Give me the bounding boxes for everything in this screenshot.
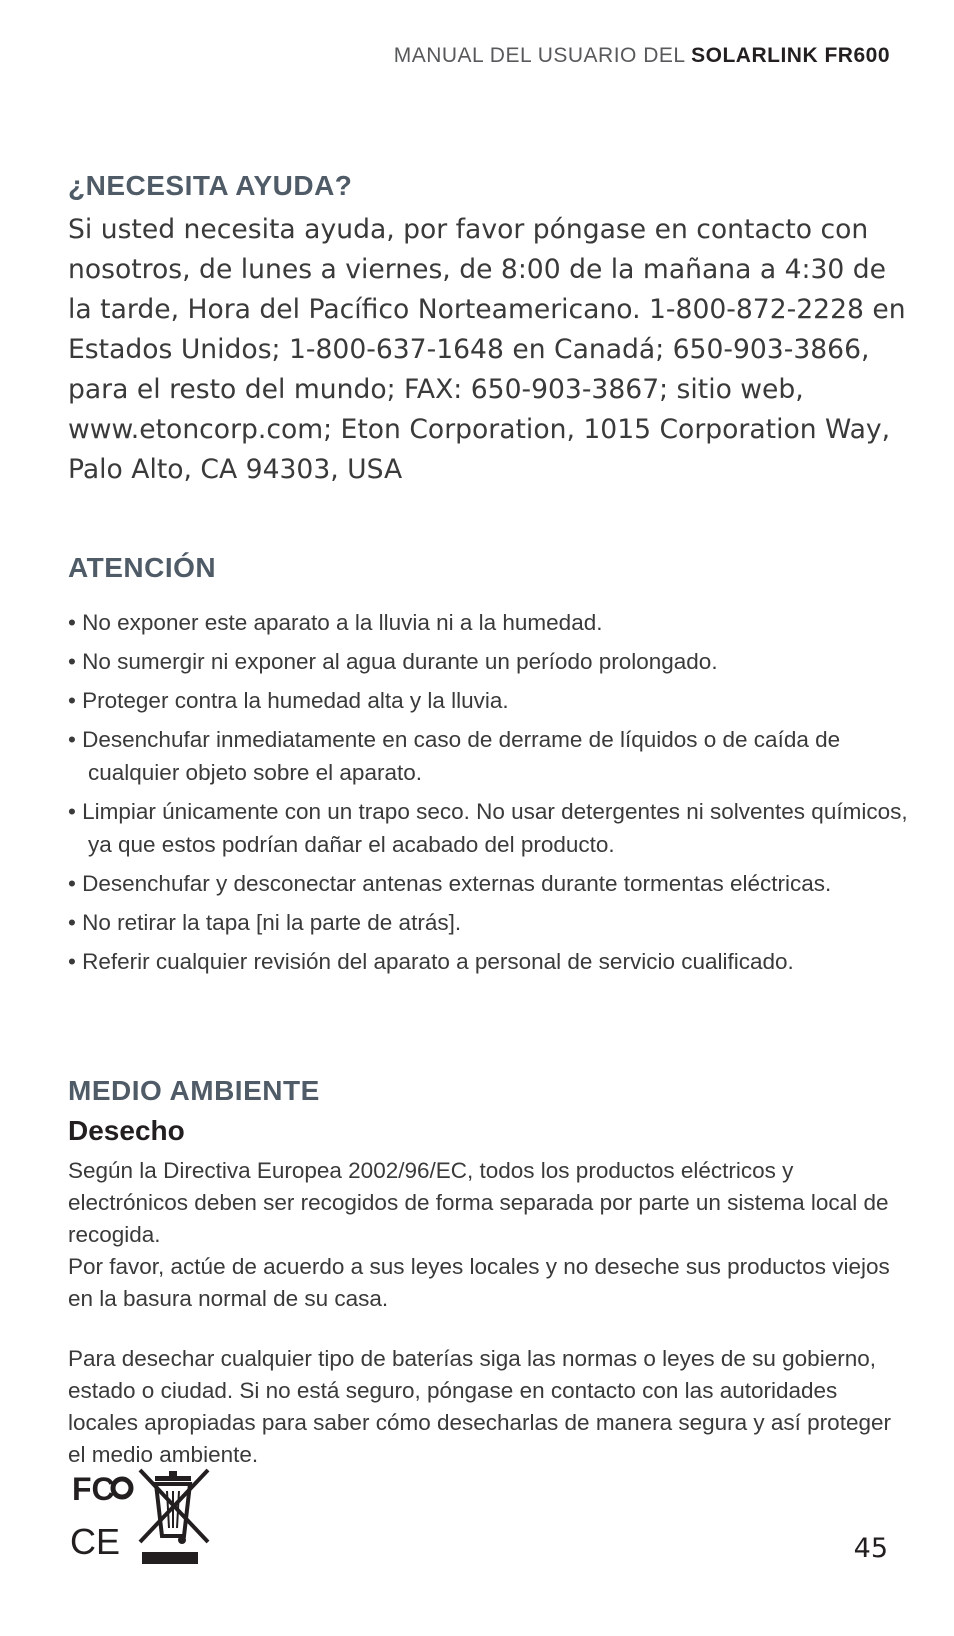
disposal-directive-paragraph: Según la Directiva Europea 2002/96/EC, todos los productos eléctricos y electrónicos deben ser recogidos de forma separada por parte un sistema local de recogida.: [68, 1158, 889, 1247]
disposal-local-laws-paragraph: Por favor, actúe de acuerdo a sus leyes locales y no deseche sus productos viejos en la basura normal de su casa.: [68, 1254, 890, 1311]
environment-heading: MEDIO AMBIENTE: [68, 1075, 320, 1106]
page-number: 45: [853, 1533, 888, 1564]
header-manual-title: MANUAL DEL USUARIO DEL: [393, 44, 685, 67]
attention-item: • No exponer este aparato a la lluvia ni a la humedad.: [68, 606, 908, 639]
attention-item: • No retirar la tapa [ni la parte de atrás].: [68, 906, 908, 939]
attention-item: • Limpiar únicamente con un trapo seco. No usar detergentes ni solventes químicos, ya que estos podrían dañar el acabado del producto.: [68, 795, 908, 861]
certification-logos: [70, 1466, 220, 1566]
attention-list: [68, 606, 908, 984]
help-heading: ¿NECESITA AYUDA?: [68, 170, 353, 201]
help-contact-paragraph: Si usted necesita ayuda, por favor póngase en contacto con nosotros, de lunes a viernes, de 8:00 de la mañana a 4:30 de la tarde, Hora del Pacífico Norteamericano. 1-800-872-2228 en Estados Unidos; 1-800-637-1648 en Canadá; 650-903-3866, para el resto del mundo; FAX: 650-903-3867; sitio web, www.etoncorp.com; Eton Corporation, 1015 Corporation Way, Palo Alto, CA 94303, USA: [68, 214, 906, 485]
header-product-name: SOLARLINK FR600: [691, 44, 890, 67]
attention-item: • Desenchufar inmediatamente en caso de derrame de líquidos o de caída de cualquier objeto sobre el aparato.: [68, 723, 908, 789]
attention-item: • Desenchufar y desconectar antenas externas durante tormentas eléctricas.: [68, 867, 908, 900]
attention-heading: ATENCIÓN: [68, 552, 217, 583]
svg-text:CE: CE: [70, 1521, 121, 1562]
attention-item: • Proteger contra la humedad alta y la lluvia.: [68, 684, 908, 717]
battery-disposal-paragraph: Para desechar cualquier tipo de baterías siga las normas o leyes de su gobierno, estado o ciudad. Si no está seguro, póngase en contacto con las autoridades locales apropiadas para saber cómo desecharlas de manera segura y así proteger el medio ambiente.: [68, 1346, 891, 1467]
crossed-out-wheelie-bin-icon: [140, 1470, 208, 1564]
ce-mark-logo: [70, 1521, 120, 1562]
attention-item: • No sumergir ni exponer al agua durante un período prolongado.: [68, 645, 908, 678]
running-header: [394, 44, 890, 68]
disposal-subheading: Desecho: [68, 1115, 185, 1146]
svg-text:FC: FC: [72, 1471, 115, 1507]
fcc-logo: [72, 1471, 131, 1507]
attention-item: • Referir cualquier revisión del aparato a personal de servicio cualificado.: [68, 945, 908, 978]
